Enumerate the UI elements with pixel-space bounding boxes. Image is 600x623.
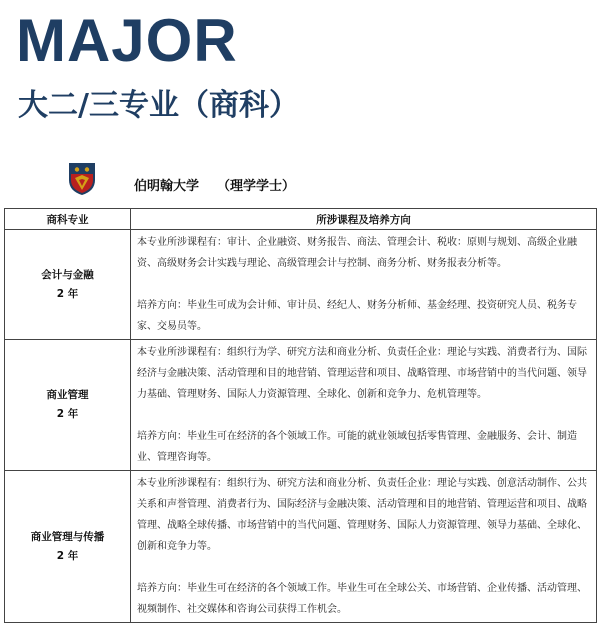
university-title: 伯明翰大学 [134,179,200,194]
degree-label: （理学学士） [217,179,296,194]
description-cell [131,471,597,623]
career-text: 培养方向：毕业生可成为会计师、审计员、经纪人、财务分析师、基金经理、投资研究人员、税务专家、交易员等。 [137,300,577,332]
university-name [134,175,295,194]
career-text: 培养方向：毕业生可在经济的各个领域工作。可能的就业领域包括零售管理、金融服务、会计、制造业、管理咨询等。 [137,431,577,463]
major-cell [5,471,131,623]
major-cell [5,340,131,471]
column-header-major: 商科专业 [5,209,131,230]
description-cell [131,230,597,340]
majors-table [4,208,597,623]
table-row [5,471,597,623]
column-header-courses: 所涉课程及培养方向 [131,209,597,230]
table-row [5,340,597,471]
courses-text: 本专业所涉课程有：审计、企业融资、财务报告、商法、管理会计、税收：原则与规划、高级企业融资、高级财务会计实践与理论、高级管理会计与控制、商务分析、财务报表分析等。 [137,237,577,269]
major-duration: 2 年 [56,287,79,300]
university-crest-icon [68,162,96,196]
table-row [5,230,597,340]
courses-text: 本专业所涉课程有：组织行为、研究方法和商业分析、负责任企业：理论与实践、创意活动制作、公共关系和声誉管理、消费者行为、国际经济与金融决策、活动管理和目的地营销、管理运营和项目、战略管理、战略全球传播、市场营销中的当代问题、管理财务、国际人力资源管理、领导力基础、全球化、创新和竞争力等。 [137,478,587,552]
major-cell [5,230,131,340]
major-name: 商业管理 [46,389,89,401]
career-text: 培养方向：毕业生可在经济的各个领域工作。毕业生可在全球公关、市场营销、企业传播、活动管理、视频制作、社交媒体和咨询公司获得工作机会。 [137,583,587,615]
page-subtitle: 大二/三专业（商科） [18,88,299,123]
page-title: MAJOR [16,7,238,74]
major-duration: 2 年 [56,549,79,562]
major-name: 商业管理与传播 [30,530,105,543]
description-cell [131,340,597,471]
courses-text: 本专业所涉课程有：组织行为学、研究方法和商业分析、负责任企业：理论与实践、消费者行为、国际经济与金融决策、活动管理和目的地营销、管理运营和项目、战略管理、市场营销中的当代问题、领导力基础、管理财务、国际人力资源管理、全球化、创新和竞争力、危机管理等。 [137,347,587,400]
major-name: 会计与金融 [41,268,94,281]
table-header-row [5,209,597,230]
major-duration: 2 年 [56,408,79,420]
